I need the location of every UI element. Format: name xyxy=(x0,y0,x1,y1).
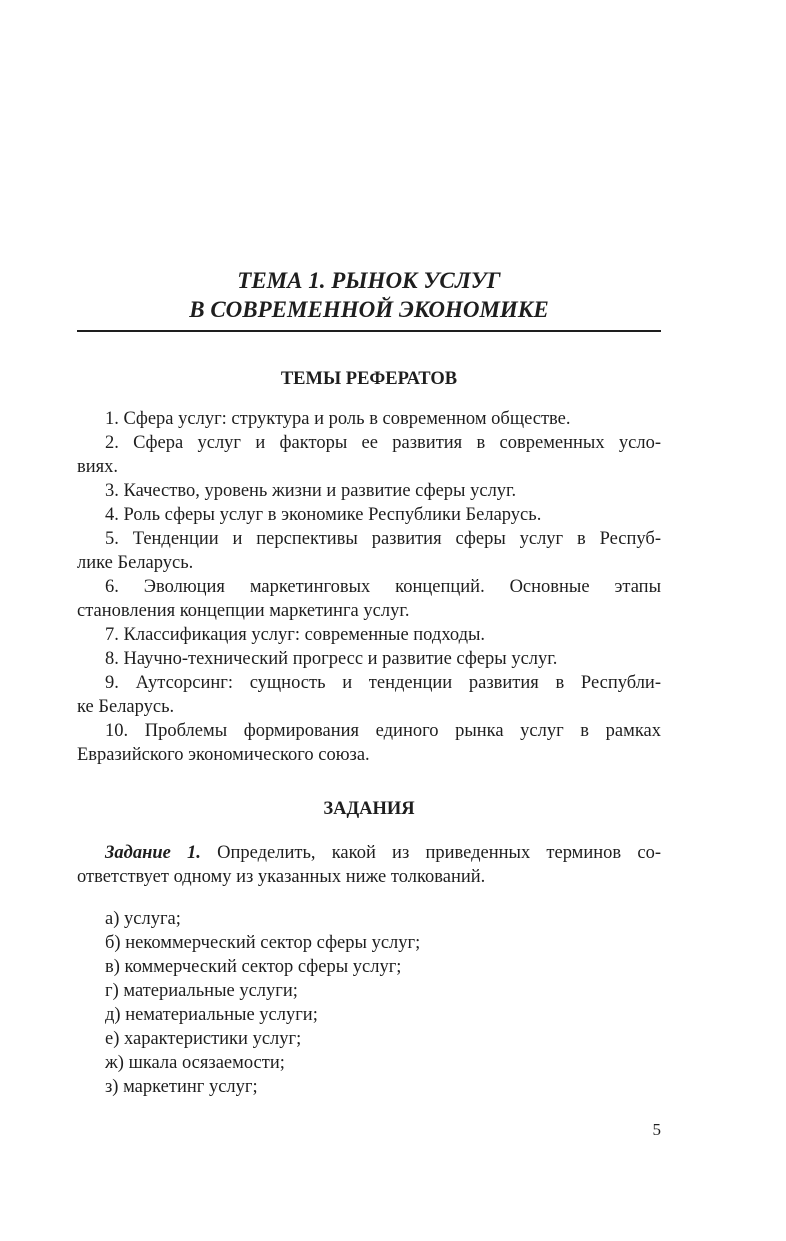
topic-item xyxy=(77,671,661,719)
topic-line: 9. Аутсорсинг: сущность и тенденции развития в Республи- xyxy=(105,673,661,693)
option-item: з) маркетинг услуг; xyxy=(105,1077,258,1097)
topic-line: лике Беларусь. xyxy=(77,553,194,573)
option-item: г) материальные услуги; xyxy=(105,981,298,1001)
topic-line: ке Беларусь. xyxy=(77,697,175,717)
topic-item xyxy=(77,503,661,527)
topics-list xyxy=(77,407,661,767)
topic-line: 6. Эволюция маркетинговых концепций. Основные этапы xyxy=(105,577,661,597)
task-1-options xyxy=(105,907,661,1099)
topic-line: виях. xyxy=(77,457,119,477)
book-page xyxy=(77,0,661,1241)
option-item: д) нематериальные услуги; xyxy=(105,1005,318,1025)
option-item: в) коммерческий сектор сферы услуг; xyxy=(105,957,402,977)
option-item: б) некоммерческий сектор сферы услуг; xyxy=(105,933,421,953)
topic-line: 8. Научно-технический прогресс и развитие сферы услуг. xyxy=(105,649,558,669)
title-divider xyxy=(77,330,661,332)
option-item: е) характеристики услуг; xyxy=(105,1029,302,1049)
topic-item xyxy=(77,479,661,503)
topic-line: 7. Классификация услуг: современные подходы. xyxy=(105,625,486,645)
topic-item xyxy=(77,407,661,431)
chapter-title-line-1: ТЕМА 1. РЫНОК УСЛУГ xyxy=(237,268,501,293)
topic-line: 3. Качество, уровень жизни и развитие сферы услуг. xyxy=(105,481,517,501)
page-number: 5 xyxy=(652,1120,661,1139)
topic-item xyxy=(77,527,661,575)
topic-line: 5. Тенденции и перспективы развития сферы услуг в Респуб- xyxy=(105,529,661,549)
topic-line: Евразийского экономического союза. xyxy=(77,745,370,765)
chapter-title-line-2: В СОВРЕМЕННОЙ ЭКОНОМИКЕ xyxy=(189,297,549,322)
option-item: а) услуга; xyxy=(105,909,181,929)
topics-heading: ТЕМЫ РЕФЕРАТОВ xyxy=(280,369,458,389)
tasks-heading: ЗАДАНИЯ xyxy=(323,799,415,819)
option-item: ж) шкала осязаемости; xyxy=(105,1053,285,1073)
topic-line: 2. Сфера услуг и факторы ее развития в современных усло- xyxy=(105,433,661,453)
topic-line: 1. Сфера услуг: структура и роль в современном обществе. xyxy=(105,409,571,429)
topic-line: становления концепции маркетинга услуг. xyxy=(77,601,410,621)
task-1-text-2: ответствует одному из указанных ниже толкований. xyxy=(77,867,486,887)
topic-line: 10. Проблемы формирования единого рынка услуг в рамках xyxy=(105,721,661,741)
task-1-statement xyxy=(77,841,661,889)
topic-line: 4. Роль сферы услуг в экономике Республики Беларусь. xyxy=(105,505,542,525)
topic-item xyxy=(77,575,661,623)
task-1-label: Задание 1. xyxy=(105,843,201,863)
topic-item xyxy=(77,719,661,767)
chapter-title xyxy=(77,266,661,324)
topic-item xyxy=(77,431,661,479)
task-1-line-1 xyxy=(77,841,661,865)
topic-item xyxy=(77,623,661,647)
topic-item xyxy=(77,647,661,671)
task-1-text-1: Определить, какой из приведенных терминов со- xyxy=(200,843,661,863)
